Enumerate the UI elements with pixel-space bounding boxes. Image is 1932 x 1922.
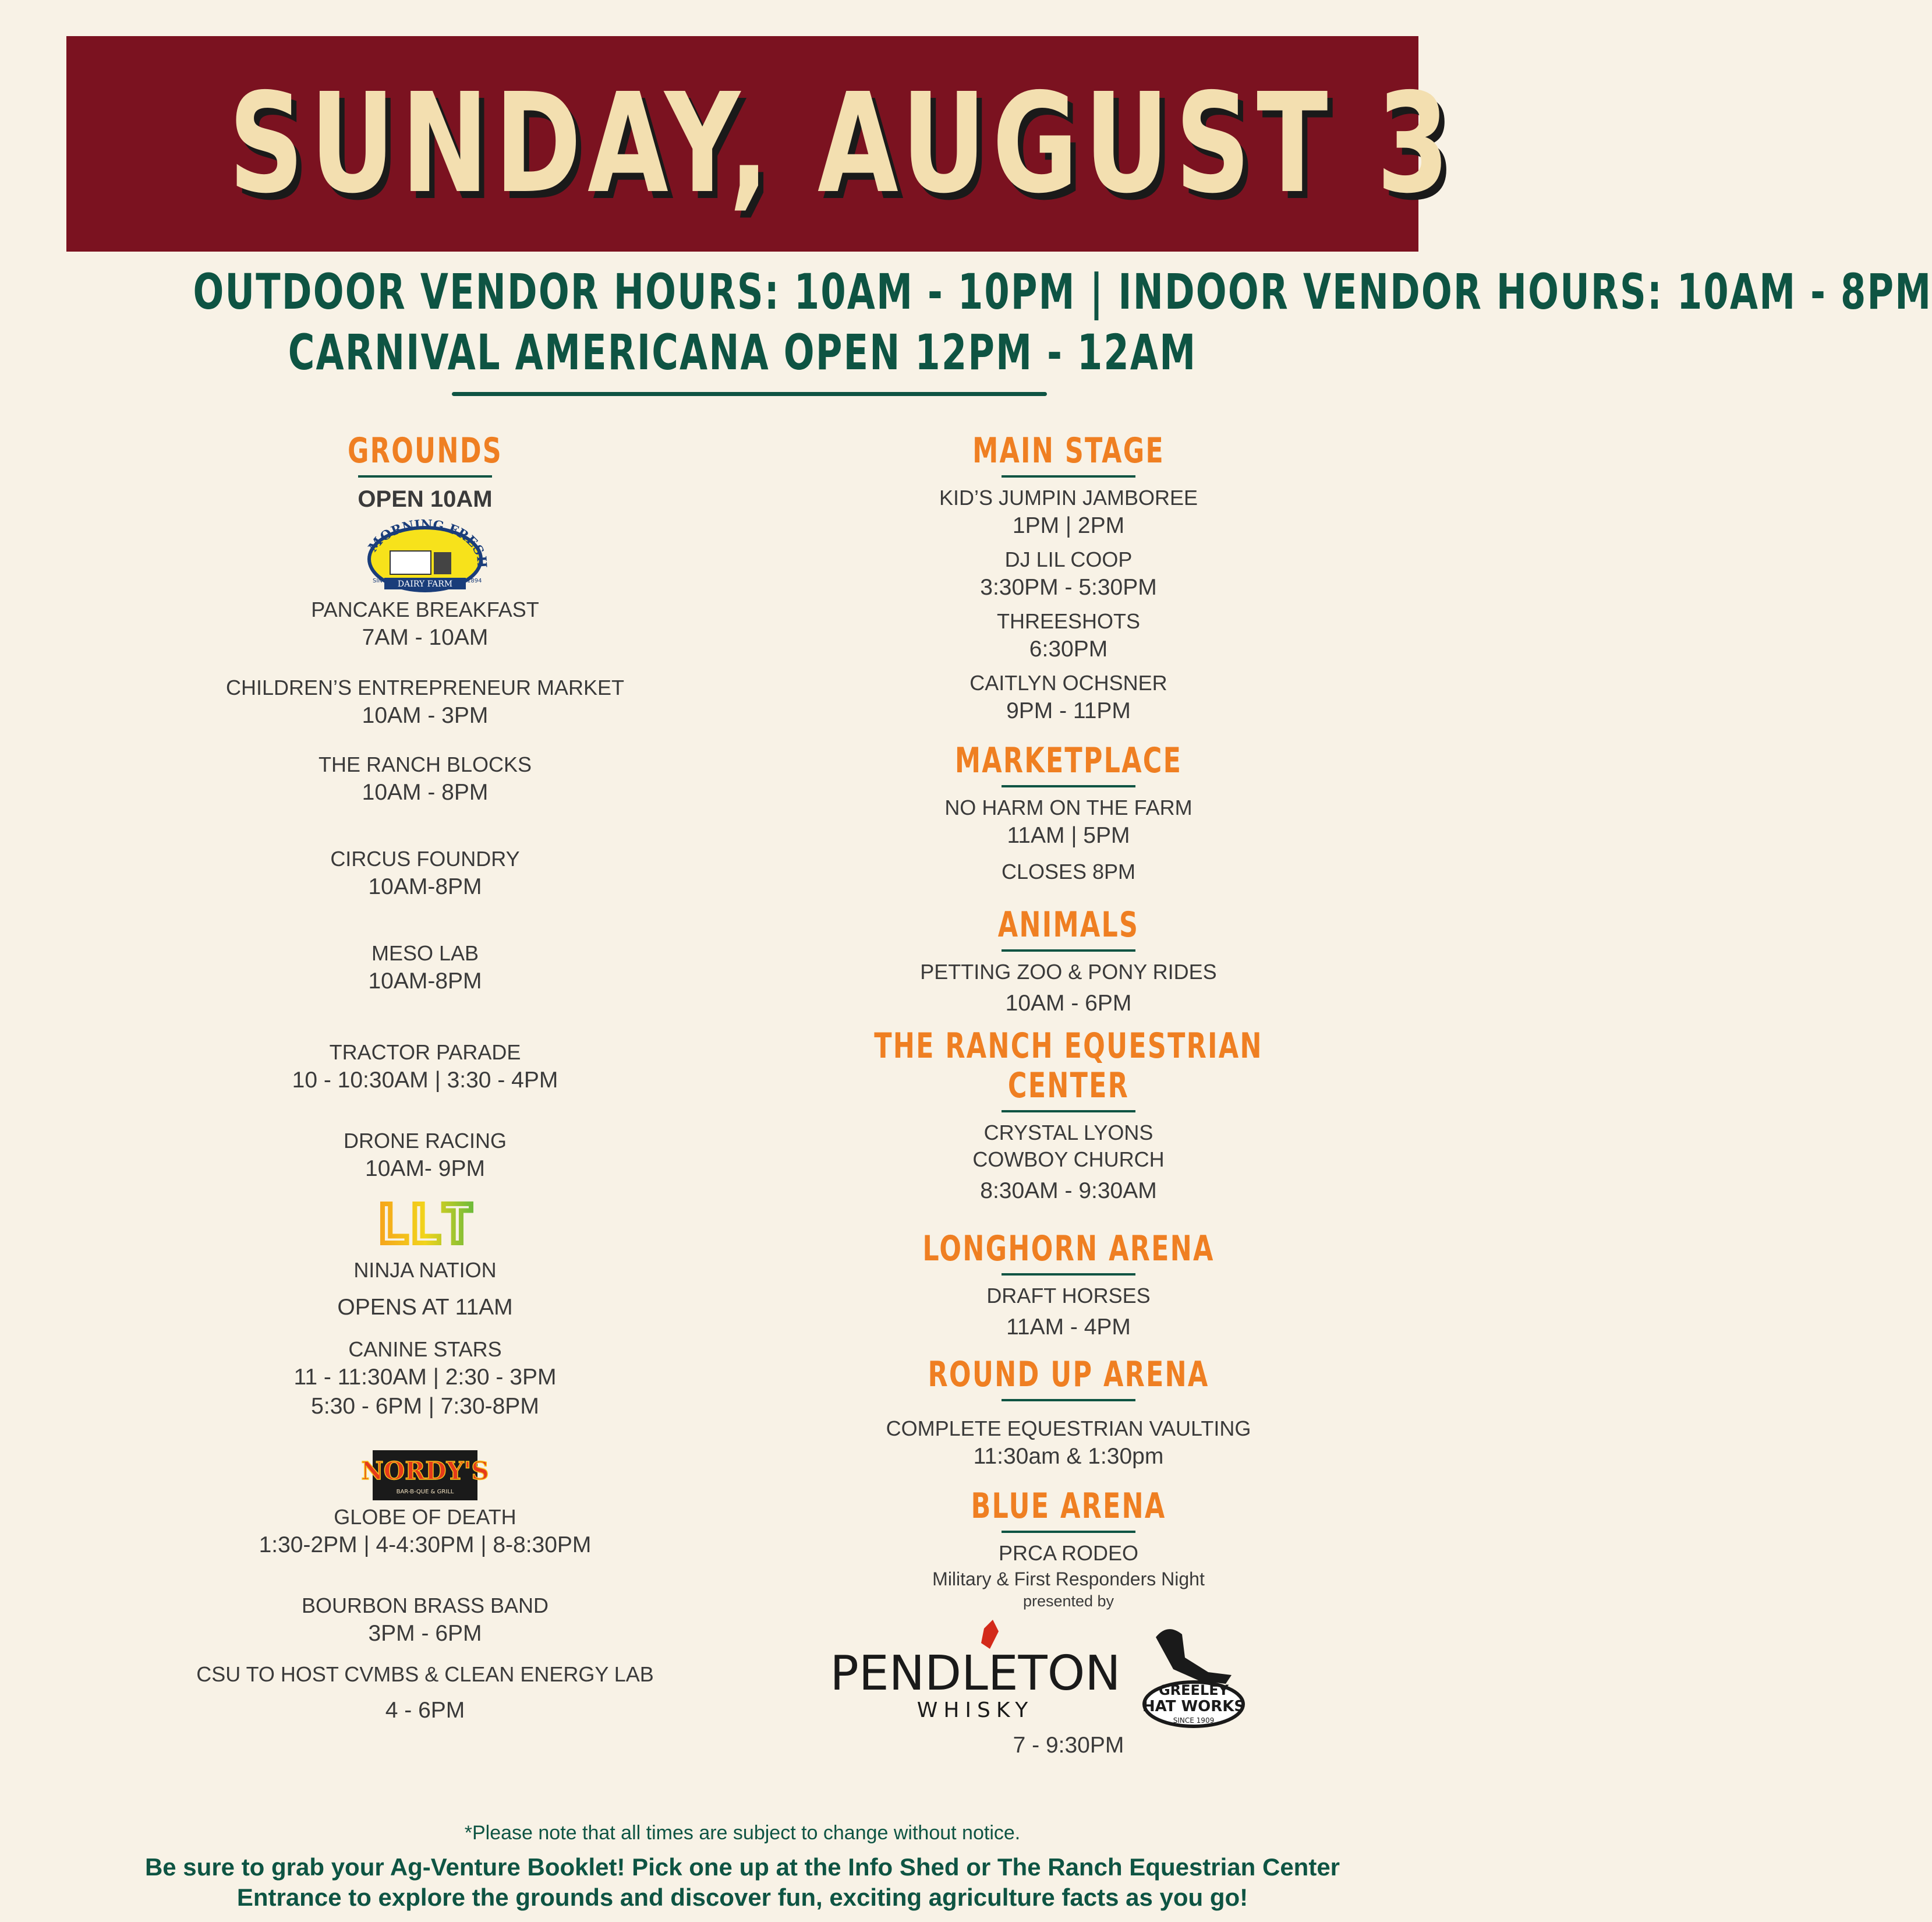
- event-time: 10AM - 3PM: [362, 703, 489, 728]
- greeley-logo-line3: SINCE 1909: [1173, 1716, 1215, 1725]
- event-time: 1PM | 2PM: [1012, 513, 1125, 538]
- section-rule: [358, 475, 492, 478]
- morning-fresh-top: MORNING FRESH: [365, 517, 490, 569]
- event-time: 11AM - 4PM: [1006, 1315, 1131, 1340]
- event-time: 3PM - 6PM: [368, 1621, 482, 1646]
- event-name: GLOBE OF DEATH: [334, 1505, 516, 1529]
- morning-fresh-since: SINCE: [373, 578, 391, 584]
- cowgirl-silhouette-icon: [1156, 1629, 1232, 1684]
- event-name: DJ LIL COOP: [1004, 547, 1133, 571]
- event-name: CHILDREN’S ENTREPRENEUR MARKET: [225, 676, 625, 699]
- pendleton-logo: PENDLETON: [830, 1646, 1121, 1701]
- venues-column: [786, 431, 1351, 1760]
- section-rule: [1002, 949, 1135, 952]
- event-name: BOURBON BRASS BAND: [301, 1594, 549, 1617]
- page-title: SUNDAY, AUGUST 3: [228, 63, 1456, 224]
- pendleton-bronc-icon: [981, 1620, 999, 1649]
- section-heading-blue-arena: BLUE ARENA: [971, 1486, 1166, 1527]
- event-name: CANINE STARS: [348, 1337, 502, 1361]
- event-name: DRAFT HORSES: [986, 1284, 1151, 1308]
- event-time: 6:30PM: [1029, 637, 1108, 662]
- section-heading-equestrian-2: CENTER: [1007, 1065, 1130, 1106]
- event-name: CSU TO HOST CVMBS & CLEAN ENERGY LAB: [196, 1662, 654, 1686]
- nordys-logo-sub: BAR-B-QUE & GRILL: [396, 1489, 454, 1495]
- event-name: PRCA RODEO: [998, 1541, 1139, 1565]
- event-time: 4 - 6PM: [385, 1698, 465, 1723]
- event-name: COWBOY CHURCH: [972, 1147, 1165, 1171]
- section-heading-grounds: GROUNDS: [348, 430, 503, 471]
- event-name: TRACTOR PARADE: [329, 1040, 521, 1064]
- event-time: 10 - 10:30AM | 3:30 - 4PM: [292, 1068, 558, 1093]
- section-rule: [1002, 1110, 1135, 1112]
- event-time: 8:30AM - 9:30AM: [980, 1178, 1157, 1203]
- carnival-hours: CARNIVAL AMERICANA OPEN 12PM - 12AM: [288, 324, 1197, 381]
- section-rule: [1002, 785, 1135, 787]
- sponsor-logos: [830, 1617, 1255, 1733]
- event-time: 7 - 9:30PM: [1013, 1733, 1124, 1758]
- event-name: KID’S JUMPIN JAMBOREE: [939, 486, 1198, 510]
- grounds-column: [146, 431, 705, 1725]
- event-subtitle: Military & First Responders Night: [932, 1568, 1205, 1589]
- section-heading-longhorn: LONGHORN ARENA: [922, 1228, 1215, 1269]
- section-rule: [1002, 1531, 1135, 1533]
- morning-fresh-bottom: DAIRY FARM: [397, 580, 453, 589]
- event-name: CIRCUS FOUNDRY: [330, 847, 520, 871]
- section-heading-animals: ANIMALS: [997, 905, 1140, 945]
- section-heading-marketplace: MARKETPLACE: [954, 740, 1183, 781]
- header-divider: [452, 392, 1047, 396]
- event-name: DRONE RACING: [343, 1129, 507, 1153]
- event-name: NINJA NATION: [353, 1258, 497, 1282]
- section-rule: [1002, 1399, 1135, 1401]
- section-heading-roundup: ROUND UP ARENA: [928, 1354, 1209, 1395]
- event-time: 10AM-8PM: [368, 874, 482, 899]
- greeley-logo-line1: GREELEY: [1158, 1682, 1229, 1698]
- event-time: 11:30am & 1:30pm: [973, 1444, 1164, 1469]
- llt-logo-text: LLT: [376, 1193, 474, 1256]
- disclaimer-note: *Please note that all times are subject to change without notice.: [464, 1822, 1021, 1844]
- event-name: THREESHOTS: [996, 609, 1141, 633]
- footer-line-2: Entrance to explore the grounds and discover fun, exciting agriculture facts as you go!: [236, 1884, 1248, 1911]
- nordys-logo: [361, 1450, 489, 1500]
- footer-line-1: Be sure to grab your Ag-Venture Booklet! Pick one up at the Info Shed or The Ranch Equestrian Center: [144, 1853, 1340, 1881]
- event-name: PANCAKE BREAKFAST: [311, 598, 539, 621]
- event-time: 9PM - 11PM: [1006, 698, 1131, 723]
- event-name: CRYSTAL LYONS: [983, 1121, 1153, 1144]
- event-name: COMPLETE EQUESTRIAN VAULTING: [886, 1416, 1251, 1440]
- event-time: 10AM - 6PM: [1005, 991, 1132, 1016]
- section-heading-main-stage: MAIN STAGE: [972, 430, 1165, 471]
- event-name: THE RANCH BLOCKS: [318, 752, 532, 776]
- section-rule: [1002, 1273, 1135, 1276]
- presented-by: presented by: [1022, 1592, 1114, 1610]
- section-rule: [1002, 475, 1135, 478]
- nordys-logo-text: NORDY'S: [361, 1457, 489, 1485]
- event-name: PETTING ZOO & PONY RIDES: [920, 960, 1217, 984]
- vendor-hours: OUTDOOR VENDOR HOURS: 10AM - 10PM | INDOOR VENDOR HOURS: 10AM - 8PM: [193, 263, 1932, 320]
- event-time: OPENS AT 11AM: [337, 1295, 513, 1320]
- event-name: MESO LAB: [371, 941, 479, 965]
- grounds-open-time: OPEN 10AM: [358, 486, 493, 512]
- title-banner: [66, 36, 1456, 252]
- event-time: 7AM - 10AM: [362, 625, 489, 650]
- morning-fresh-logo: [355, 517, 495, 593]
- event-time: 10AM- 9PM: [365, 1156, 485, 1181]
- event-time: 11AM | 5PM: [1007, 823, 1130, 848]
- llt-logo: [367, 1193, 483, 1256]
- event-time: 1:30-2PM | 4-4:30PM | 8-8:30PM: [259, 1532, 592, 1557]
- event-time: 10AM-8PM: [368, 969, 482, 994]
- event-time: 11 - 11:30AM | 2:30 - 3PM: [293, 1365, 557, 1390]
- event-name: CLOSES 8PM: [1001, 860, 1136, 884]
- section-heading-equestrian: THE RANCH EQUESTRIAN: [874, 1026, 1263, 1066]
- event-time: 10AM - 8PM: [362, 780, 489, 805]
- greeley-logo-line2: HAT WORKS: [1142, 1698, 1245, 1715]
- event-name: CAITLYN OCHSNER: [969, 671, 1167, 695]
- event-name: NO HARM ON THE FARM: [944, 796, 1193, 819]
- whisky-logo: WHISKY: [917, 1698, 1034, 1722]
- event-time: 5:30 - 6PM | 7:30-8PM: [311, 1394, 539, 1419]
- morning-fresh-year: 1894: [467, 578, 482, 584]
- event-time: 3:30PM - 5:30PM: [980, 575, 1157, 600]
- footer-message: [0, 1852, 1485, 1913]
